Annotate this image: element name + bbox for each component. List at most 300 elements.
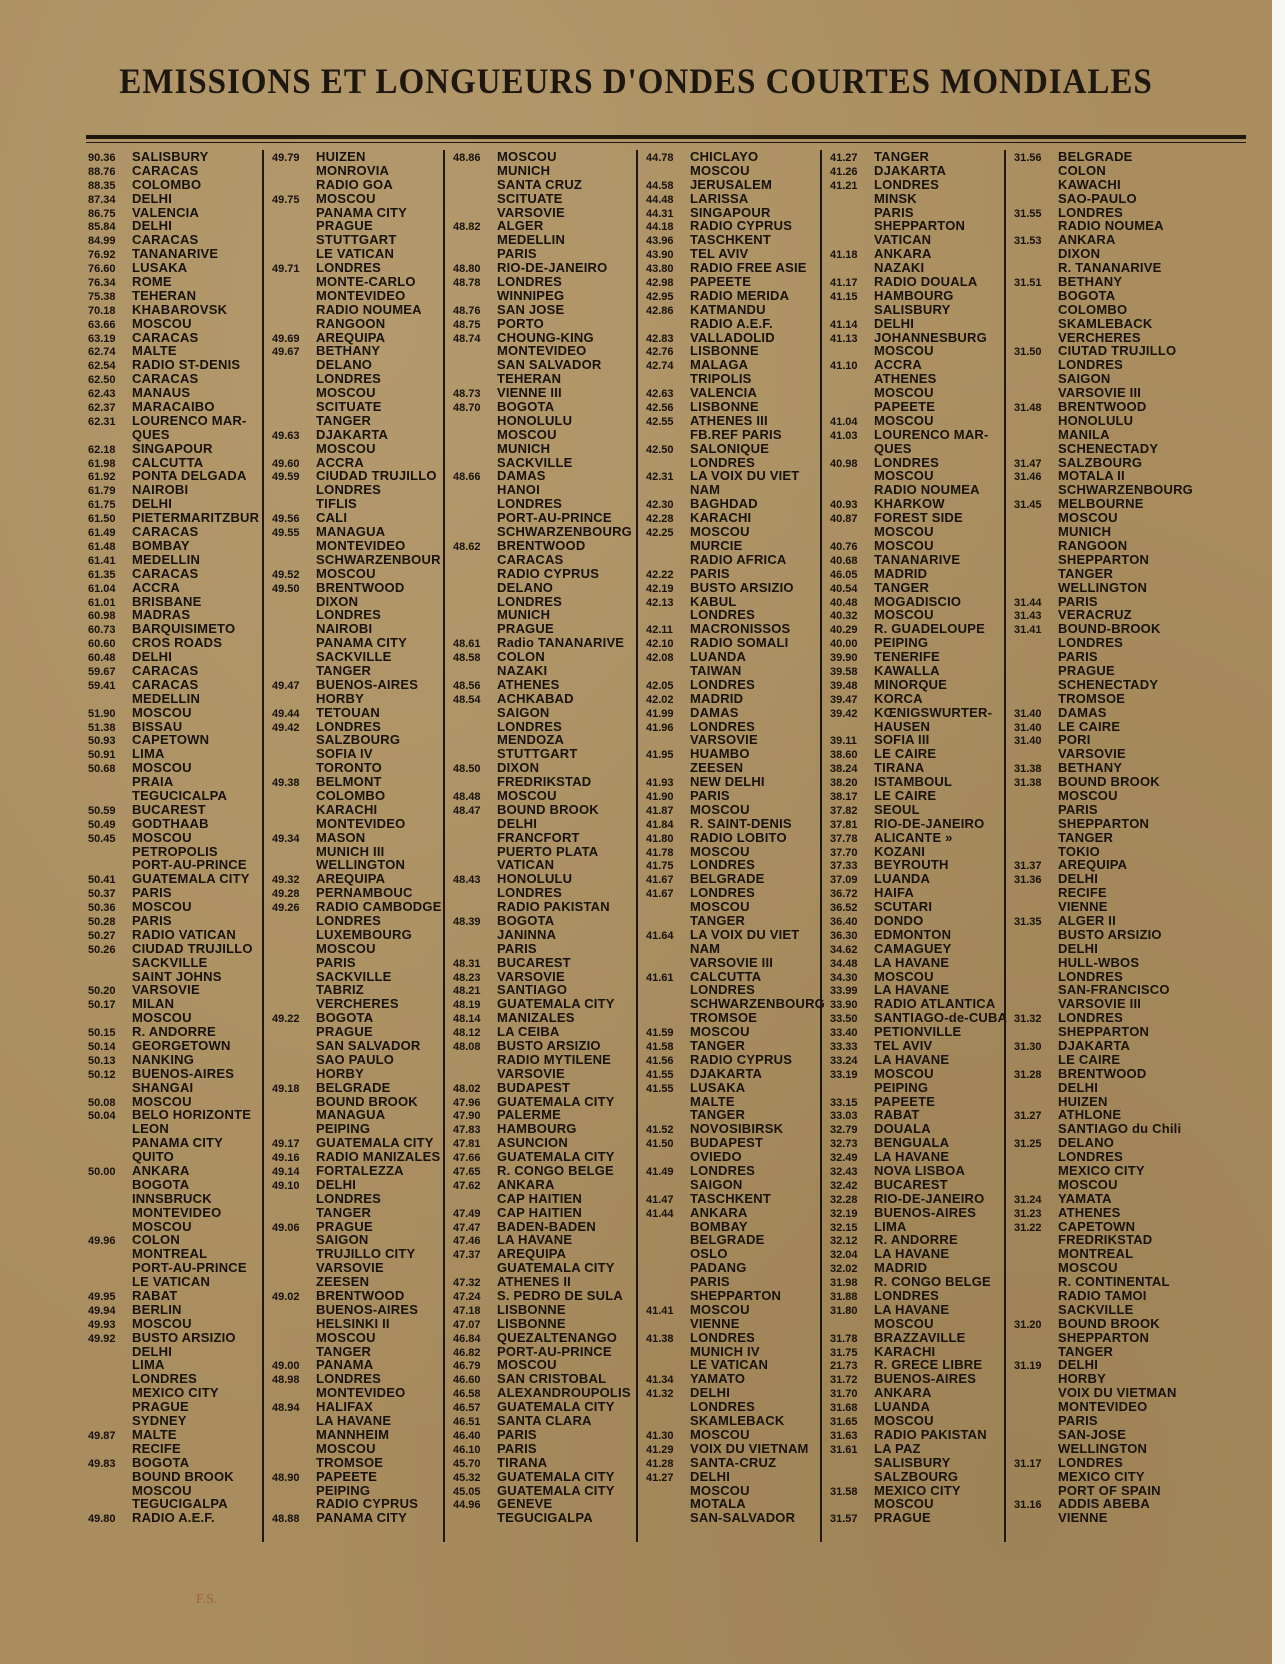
station-name: NAM bbox=[690, 940, 721, 956]
station-row bbox=[644, 817, 825, 831]
station-name: PORT OF SPAIN bbox=[1058, 1482, 1161, 1498]
station-row bbox=[270, 358, 448, 372]
station-name: MANIZALES bbox=[497, 1010, 575, 1026]
station-name: DELANO bbox=[316, 357, 373, 373]
wavelength: 62.18 bbox=[88, 443, 116, 456]
station-name: ISTAMBOUL bbox=[874, 774, 953, 790]
station-row bbox=[828, 539, 1009, 553]
station-name: SALISBURY bbox=[132, 149, 209, 164]
station-row bbox=[644, 1164, 825, 1178]
wavelength: 44.96 bbox=[453, 1499, 481, 1512]
station-name: MUNICH bbox=[497, 162, 551, 178]
column-3 bbox=[443, 150, 641, 1542]
station-name: MOSCOU bbox=[497, 149, 557, 164]
station-name: RADIO CYPRUS bbox=[316, 1496, 419, 1512]
station-row bbox=[86, 567, 258, 581]
station-row bbox=[828, 317, 1009, 331]
station-name: VIENNE bbox=[1058, 899, 1108, 915]
station-row bbox=[270, 372, 448, 386]
station-name: S. PEDRO DE SULA bbox=[497, 1288, 623, 1304]
station-row bbox=[451, 831, 641, 845]
station-row bbox=[644, 664, 825, 678]
wavelength: 48.54 bbox=[453, 693, 481, 706]
wavelength: 61.35 bbox=[88, 568, 116, 581]
station-name: SACKVILLE bbox=[316, 968, 392, 984]
wavelength: 31.24 bbox=[1014, 1193, 1042, 1206]
station-row bbox=[828, 678, 1009, 692]
wavelength: 90.36 bbox=[88, 152, 116, 164]
station-row bbox=[270, 1470, 448, 1484]
wavelength: 48.88 bbox=[272, 1513, 300, 1526]
station-row bbox=[644, 567, 825, 581]
station-row bbox=[1012, 400, 1252, 414]
station-name: MONROVIA bbox=[316, 162, 390, 178]
station-name: TIRANA bbox=[497, 1454, 548, 1470]
station-row bbox=[644, 525, 825, 539]
wavelength: 50.93 bbox=[88, 735, 116, 748]
station-name: ALGER II bbox=[1058, 912, 1116, 928]
station-name: ANKARA bbox=[690, 1204, 748, 1220]
wavelength: 49.16 bbox=[272, 1152, 300, 1165]
station-row bbox=[86, 511, 258, 525]
station-row bbox=[644, 636, 825, 650]
wavelength: 31.37 bbox=[1014, 860, 1042, 873]
station-row bbox=[451, 372, 641, 386]
station-name: OVIEDO bbox=[690, 1149, 742, 1165]
station-name: SCHENECTADY bbox=[1058, 676, 1159, 692]
station-row bbox=[451, 1414, 641, 1428]
column-4 bbox=[636, 150, 825, 1542]
station-row bbox=[644, 1345, 825, 1359]
station-row bbox=[828, 845, 1009, 859]
station-row bbox=[1012, 956, 1252, 970]
station-name: SANTA CLARA bbox=[497, 1413, 592, 1429]
wavelength: 63.66 bbox=[88, 318, 116, 331]
station-name: PARIS bbox=[497, 246, 537, 262]
station-name: VARSOVIE III bbox=[690, 954, 774, 970]
station-row bbox=[451, 233, 641, 247]
station-name: PARIS bbox=[1058, 801, 1098, 817]
station-row bbox=[644, 164, 825, 178]
station-name: MOSCOU bbox=[874, 343, 934, 359]
station-row bbox=[270, 1289, 448, 1303]
wavelength: 49.02 bbox=[272, 1291, 300, 1304]
station-row bbox=[1012, 289, 1252, 303]
station-row bbox=[828, 1053, 1009, 1067]
wavelength: 50.59 bbox=[88, 804, 116, 817]
wavelength: 46.82 bbox=[453, 1346, 481, 1359]
station-row bbox=[1012, 303, 1252, 317]
wavelength: 70.18 bbox=[88, 304, 116, 317]
station-row bbox=[1012, 1178, 1252, 1192]
station-row bbox=[270, 317, 448, 331]
station-name: LA HAVANE bbox=[497, 1232, 573, 1248]
station-row bbox=[1012, 1372, 1252, 1386]
station-row bbox=[828, 289, 1009, 303]
station-row bbox=[644, 831, 825, 845]
station-name: MOSCOU bbox=[874, 1065, 934, 1081]
station-row bbox=[451, 414, 641, 428]
station-row bbox=[86, 219, 258, 233]
station-row bbox=[1012, 428, 1252, 442]
frequency-table bbox=[86, 150, 1246, 1542]
station-name: MENDOZA bbox=[497, 732, 565, 748]
station-name: SCHWARZENBOURG bbox=[690, 996, 825, 1012]
station-name: SANTA-CRUZ bbox=[690, 1454, 777, 1470]
wavelength: 44.58 bbox=[646, 179, 674, 192]
wavelength: 39.90 bbox=[830, 652, 858, 665]
station-name: MUNICH III bbox=[316, 843, 385, 859]
station-name: ATHLONE bbox=[1058, 1107, 1122, 1123]
station-row bbox=[86, 1122, 258, 1136]
wavelength: 62.50 bbox=[88, 374, 116, 387]
station-name: MEXICO CITY bbox=[874, 1482, 961, 1498]
station-row bbox=[828, 469, 1009, 483]
wavelength: 41.59 bbox=[646, 1027, 674, 1040]
wavelength: 31.53 bbox=[1014, 235, 1042, 248]
wavelength: 42.11 bbox=[646, 624, 673, 637]
station-name: SAIGON bbox=[1058, 371, 1111, 387]
wavelength: 61.92 bbox=[88, 471, 116, 484]
station-name: STUTTGART bbox=[316, 232, 397, 248]
station-name: LONDRES bbox=[690, 885, 755, 901]
wavelength: 32.42 bbox=[830, 1179, 858, 1192]
station-row bbox=[1012, 1456, 1252, 1470]
station-row bbox=[86, 1095, 258, 1109]
station-name: LA HAVANE bbox=[874, 982, 950, 998]
wavelength: 61.75 bbox=[88, 499, 116, 512]
station-row bbox=[1012, 1136, 1252, 1150]
station-name: DELHI bbox=[132, 1343, 172, 1359]
station-name: LIMA bbox=[132, 746, 165, 762]
station-row bbox=[270, 747, 448, 761]
station-name: PETROPOLIS bbox=[132, 843, 218, 859]
station-name: SALZBOURG bbox=[874, 1468, 959, 1484]
wavelength: 47.37 bbox=[453, 1249, 481, 1262]
station-name: CARACAS bbox=[132, 662, 199, 678]
station-row bbox=[86, 400, 258, 414]
wavelength: 32.19 bbox=[830, 1207, 858, 1220]
wavelength: 50.45 bbox=[88, 832, 116, 845]
station-name: RADIO ATLANTICA bbox=[874, 996, 996, 1012]
wavelength: 31.16 bbox=[1014, 1499, 1042, 1512]
station-row bbox=[828, 178, 1009, 192]
station-row bbox=[270, 1233, 448, 1247]
station-row bbox=[451, 983, 641, 997]
wavelength: 49.32 bbox=[272, 874, 300, 887]
station-name: PRAGUE bbox=[316, 1218, 373, 1234]
station-name: GUATEMALA CITY bbox=[497, 1260, 615, 1276]
station-name: BUDAPEST bbox=[497, 1079, 571, 1095]
station-name: LONDRES bbox=[690, 607, 755, 623]
station-name: BOGOTA bbox=[132, 1176, 190, 1192]
station-name: CARACAS bbox=[132, 162, 199, 178]
station-row bbox=[451, 886, 641, 900]
station-name: SANTIAGO-de-CUBA bbox=[874, 1010, 1008, 1026]
station-name: RADIO NOUMEA bbox=[316, 301, 422, 317]
station-name: LONDRES bbox=[690, 1329, 755, 1345]
station-name: LONDRES bbox=[316, 371, 381, 387]
station-name: PEIPING bbox=[316, 1121, 371, 1137]
wavelength: 41.80 bbox=[646, 832, 674, 845]
station-row bbox=[451, 1053, 641, 1067]
station-name: PARIS bbox=[1058, 649, 1098, 665]
wavelength: 48.58 bbox=[453, 652, 481, 665]
station-row bbox=[451, 664, 641, 678]
station-name: MEDELLIN bbox=[132, 690, 201, 706]
station-name: SAIGON bbox=[316, 1232, 369, 1248]
wavelength: 50.13 bbox=[88, 1054, 116, 1067]
station-name: KOZANI bbox=[874, 843, 926, 859]
station-name: BELGRADE bbox=[316, 1079, 391, 1095]
station-row bbox=[828, 1025, 1009, 1039]
wavelength: 49.93 bbox=[88, 1318, 116, 1331]
station-name: MUNICH bbox=[1058, 524, 1112, 540]
wavelength: 61.50 bbox=[88, 513, 116, 526]
station-row bbox=[451, 636, 641, 650]
station-name: BUENOS-AIRES bbox=[316, 1301, 419, 1317]
station-row bbox=[451, 747, 641, 761]
wavelength: 41.10 bbox=[830, 360, 858, 373]
station-name: MOSCOU bbox=[132, 899, 192, 915]
wavelength: 50.14 bbox=[88, 1041, 116, 1053]
wavelength: 49.55 bbox=[272, 527, 300, 540]
wavelength: 32.02 bbox=[830, 1263, 858, 1276]
station-name: AREQUIPA bbox=[316, 329, 386, 345]
station-row bbox=[270, 150, 448, 164]
station-row bbox=[828, 1414, 1009, 1428]
station-name: RADIO CAMBODGE bbox=[316, 899, 442, 915]
station-row bbox=[828, 1372, 1009, 1386]
station-name: PARIS bbox=[690, 565, 730, 581]
station-row bbox=[1012, 386, 1252, 400]
station-row bbox=[1012, 469, 1252, 483]
station-row bbox=[828, 1470, 1009, 1484]
wavelength: 31.70 bbox=[830, 1388, 858, 1401]
station-name: MURCIE bbox=[690, 537, 743, 553]
station-name: LONDRES bbox=[690, 982, 755, 998]
station-row bbox=[270, 997, 448, 1011]
wavelength: 41.61 bbox=[646, 971, 674, 984]
station-row bbox=[451, 1247, 641, 1261]
station-row bbox=[270, 1484, 448, 1498]
station-name: LONDRES bbox=[497, 718, 562, 734]
station-name: FOREST SIDE bbox=[874, 510, 963, 526]
station-row bbox=[86, 358, 258, 372]
wavelength: 41.21 bbox=[830, 179, 858, 192]
station-row bbox=[86, 428, 258, 442]
station-name: GENEVE bbox=[497, 1496, 553, 1512]
station-row bbox=[86, 206, 258, 220]
wavelength: 49.06 bbox=[272, 1221, 300, 1234]
station-row bbox=[86, 1081, 258, 1095]
station-row bbox=[828, 192, 1009, 206]
station-row bbox=[644, 428, 825, 442]
station-name: BUCAREST bbox=[497, 954, 571, 970]
station-name: KHARKOW bbox=[874, 496, 945, 512]
station-row bbox=[270, 1053, 448, 1067]
station-row bbox=[270, 497, 448, 511]
wavelength: 49.34 bbox=[272, 832, 300, 845]
station-name: BUSTO ARSIZIO bbox=[690, 579, 794, 595]
station-row bbox=[1012, 872, 1252, 886]
station-name: LONDRES bbox=[316, 482, 381, 498]
station-name: KHABAROVSK bbox=[132, 301, 228, 317]
station-name: DIXON bbox=[1058, 246, 1101, 262]
station-name: CIUTAD TRUJILLO bbox=[1058, 343, 1177, 359]
wavelength: 31.50 bbox=[1014, 346, 1042, 359]
station-name: MONTEVIDEO bbox=[497, 343, 587, 359]
station-row bbox=[86, 1067, 258, 1081]
station-name: LONDRES bbox=[497, 274, 562, 290]
station-row bbox=[270, 1136, 448, 1150]
station-name: LA HAVANE bbox=[874, 1051, 950, 1067]
wavelength: 48.23 bbox=[453, 971, 481, 984]
station-name: MINSK bbox=[874, 190, 917, 206]
station-name: CALCUTTA bbox=[690, 968, 762, 984]
wavelength: 31.38 bbox=[1014, 763, 1042, 776]
station-name: LONDRES bbox=[1058, 1149, 1123, 1165]
station-name: HUIZEN bbox=[316, 149, 366, 164]
station-row bbox=[270, 1275, 448, 1289]
station-row bbox=[270, 261, 448, 275]
station-row bbox=[86, 1011, 258, 1025]
station-name: LISBONNE bbox=[497, 1301, 566, 1317]
station-row bbox=[1012, 1247, 1252, 1261]
wavelength: 49.00 bbox=[272, 1360, 300, 1373]
station-name: DELANO bbox=[497, 579, 554, 595]
station-row bbox=[86, 1386, 258, 1400]
station-name: ACHKABAD bbox=[497, 690, 574, 706]
wavelength: 46.57 bbox=[453, 1402, 481, 1415]
station-row bbox=[451, 692, 641, 706]
station-row bbox=[270, 483, 448, 497]
station-name: R. ANDORRE bbox=[874, 1232, 958, 1248]
station-name: SANTIAGO du Chili bbox=[1058, 1121, 1182, 1137]
wavelength: 41.75 bbox=[646, 860, 674, 873]
station-row bbox=[270, 331, 448, 345]
wavelength: 41.50 bbox=[646, 1138, 674, 1151]
wavelength: 48.08 bbox=[453, 1041, 481, 1053]
station-name: YAMATA bbox=[1058, 1190, 1112, 1206]
station-name: WELLINGTON bbox=[1058, 579, 1148, 595]
station-row bbox=[644, 928, 825, 942]
station-row bbox=[451, 845, 641, 859]
station-name: TORONTO bbox=[316, 760, 382, 776]
station-row bbox=[828, 1317, 1009, 1331]
station-name: QUES bbox=[132, 426, 170, 442]
station-row bbox=[86, 1178, 258, 1192]
stamp-mark: F.S. bbox=[196, 1592, 218, 1607]
station-name: FRANCFORT bbox=[497, 829, 580, 845]
wavelength: 31.19 bbox=[1014, 1360, 1042, 1373]
wavelength: 62.37 bbox=[88, 402, 116, 415]
station-row bbox=[1012, 497, 1252, 511]
station-row bbox=[451, 219, 641, 233]
station-row bbox=[1012, 1192, 1252, 1206]
station-name: HAMBOURG bbox=[874, 287, 954, 303]
station-name: CARACAS bbox=[132, 676, 199, 692]
wavelength: 36.72 bbox=[830, 888, 858, 901]
station-name: RABAT bbox=[132, 1288, 178, 1304]
station-name: RADIO NOUMEA bbox=[874, 482, 980, 498]
station-row bbox=[451, 1233, 641, 1247]
station-row bbox=[828, 372, 1009, 386]
wavelength: 49.67 bbox=[272, 346, 300, 359]
station-name: TEHERAN bbox=[132, 287, 197, 303]
station-name: DJAKARTA bbox=[1058, 1038, 1131, 1053]
station-row bbox=[270, 1511, 448, 1525]
station-name: PARIS bbox=[497, 1440, 537, 1456]
station-name: MUNICH bbox=[497, 607, 551, 623]
station-row bbox=[1012, 206, 1252, 220]
station-name: MOSCOU bbox=[132, 315, 192, 331]
station-name: WELLINGTON bbox=[1058, 1440, 1148, 1456]
wavelength: 49.52 bbox=[272, 568, 300, 581]
station-name: HALIFAX bbox=[316, 1399, 374, 1415]
station-name: MOSCOU bbox=[1058, 510, 1118, 526]
station-name: PORI bbox=[1058, 732, 1091, 748]
station-row bbox=[1012, 733, 1252, 747]
station-row bbox=[86, 275, 258, 289]
station-name: DELHI bbox=[132, 649, 172, 665]
station-name: BRENTWOOD bbox=[497, 537, 586, 553]
station-name: GUATEMALA CITY bbox=[316, 1135, 434, 1151]
station-name: HONOLULU bbox=[497, 871, 573, 887]
station-row bbox=[270, 456, 448, 470]
wavelength: 41.44 bbox=[646, 1207, 674, 1220]
station-row bbox=[1012, 456, 1252, 470]
station-row bbox=[828, 1331, 1009, 1345]
wavelength: 41.55 bbox=[646, 1068, 674, 1081]
station-row bbox=[270, 1011, 448, 1025]
station-row bbox=[270, 414, 448, 428]
station-name: PAPEETE bbox=[874, 399, 936, 415]
station-name: VALENCIA bbox=[690, 385, 758, 401]
station-row bbox=[86, 192, 258, 206]
station-name: SCHWARZENBOURG bbox=[497, 524, 632, 540]
station-name: LA HAVANE bbox=[874, 954, 950, 970]
station-row bbox=[828, 553, 1009, 567]
station-name: SINGAPOUR bbox=[690, 204, 771, 220]
wavelength: 41.18 bbox=[830, 249, 858, 262]
station-name: RADIO VATICAN bbox=[132, 926, 236, 942]
wavelength: 42.05 bbox=[646, 679, 674, 692]
station-row bbox=[451, 1122, 641, 1136]
station-row bbox=[828, 483, 1009, 497]
wavelength: 49.83 bbox=[88, 1457, 116, 1470]
station-row bbox=[1012, 1011, 1252, 1025]
station-name: RADIO ST-DENIS bbox=[132, 357, 241, 373]
station-row bbox=[644, 1081, 825, 1095]
wavelength: 32.15 bbox=[830, 1221, 858, 1234]
station-row bbox=[451, 539, 641, 553]
station-name: MOSCOU bbox=[874, 1496, 934, 1512]
station-name: KŒNIGSWURTER- bbox=[874, 704, 993, 720]
wavelength: 31.38 bbox=[1014, 777, 1042, 790]
station-name: TANGER bbox=[1058, 829, 1114, 845]
wavelength: 41.90 bbox=[646, 790, 674, 803]
station-row bbox=[451, 1400, 641, 1414]
wavelength: 31.44 bbox=[1014, 596, 1042, 609]
station-name: RADIO PAKISTAN bbox=[874, 1426, 987, 1442]
wavelength: 42.98 bbox=[646, 277, 674, 290]
station-name: BETHANY bbox=[316, 343, 381, 359]
station-name: RADIO FREE ASIE bbox=[690, 260, 807, 276]
wavelength: 31.51 bbox=[1014, 277, 1042, 290]
wavelength: 33.24 bbox=[830, 1054, 858, 1067]
station-name: TAIWAN bbox=[690, 662, 742, 678]
